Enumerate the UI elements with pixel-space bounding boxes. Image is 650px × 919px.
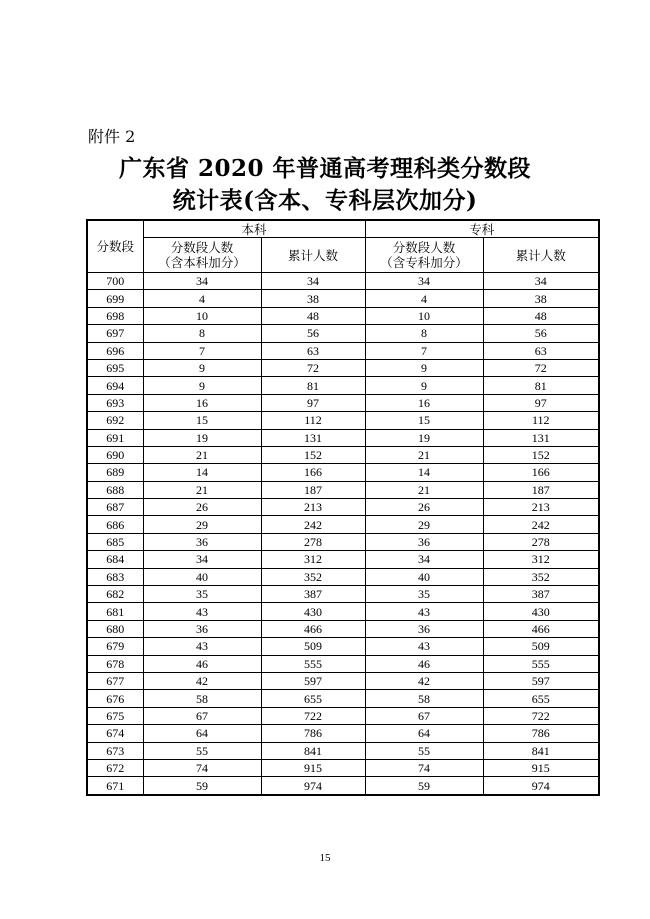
benke-cumulative-cell: 38 bbox=[261, 290, 365, 307]
benke-cumulative-cell: 722 bbox=[261, 707, 365, 724]
zhuanke-count-cell: 35 bbox=[365, 586, 483, 603]
attachment-label: 附件 2 bbox=[88, 127, 136, 146]
benke-count-header-line1: 分数段人数 bbox=[170, 240, 234, 255]
table-row bbox=[87, 655, 599, 672]
zhuanke-count-cell: 43 bbox=[365, 638, 483, 655]
benke-count-cell: 35 bbox=[143, 586, 261, 603]
table-row bbox=[87, 777, 599, 795]
zhuanke-count-cell: 9 bbox=[365, 377, 483, 394]
score-cell: 680 bbox=[87, 620, 143, 637]
table-row bbox=[87, 568, 599, 585]
zhuanke-cumulative-cell: 34 bbox=[483, 273, 599, 290]
score-cell: 682 bbox=[87, 586, 143, 603]
score-cell: 694 bbox=[87, 377, 143, 394]
benke-cumulative-cell: 466 bbox=[261, 620, 365, 637]
benke-count-cell: 46 bbox=[143, 655, 261, 672]
zhuanke-cumulative-cell: 466 bbox=[483, 620, 599, 637]
benke-count-cell: 29 bbox=[143, 516, 261, 533]
zhuanke-count-cell: 10 bbox=[365, 307, 483, 324]
score-cell: 689 bbox=[87, 464, 143, 481]
zhuanke-cumulative-cell: 722 bbox=[483, 707, 599, 724]
score-cell: 684 bbox=[87, 551, 143, 568]
zhuanke-cumulative-cell: 187 bbox=[483, 481, 599, 498]
benke-count-cell: 15 bbox=[143, 412, 261, 429]
zhuanke-cumulative-cell: 97 bbox=[483, 394, 599, 411]
benke-count-header bbox=[143, 238, 261, 273]
benke-cumulative-cell: 187 bbox=[261, 481, 365, 498]
benke-count-cell: 16 bbox=[143, 394, 261, 411]
zhuanke-cumulative-cell: 655 bbox=[483, 690, 599, 707]
zhuanke-cumulative-cell: 152 bbox=[483, 446, 599, 463]
table-row bbox=[87, 481, 599, 498]
benke-count-cell: 10 bbox=[143, 307, 261, 324]
score-cell: 676 bbox=[87, 690, 143, 707]
table-row bbox=[87, 464, 599, 481]
benke-count-cell: 9 bbox=[143, 377, 261, 394]
benke-count-cell: 21 bbox=[143, 481, 261, 498]
score-cell: 700 bbox=[87, 273, 143, 290]
zhuanke-count-cell: 55 bbox=[365, 742, 483, 759]
table-row bbox=[87, 377, 599, 394]
table-row bbox=[87, 672, 599, 689]
benke-cumulative-cell: 63 bbox=[261, 342, 365, 359]
zhuanke-cumulative-cell: 48 bbox=[483, 307, 599, 324]
benke-cumulative-cell: 387 bbox=[261, 586, 365, 603]
zhuanke-cumulative-cell: 81 bbox=[483, 377, 599, 394]
table-row bbox=[87, 499, 599, 516]
zhuanke-cumulative-cell: 915 bbox=[483, 759, 599, 776]
benke-cumulative-cell: 430 bbox=[261, 603, 365, 620]
benke-cumulative-cell: 655 bbox=[261, 690, 365, 707]
score-cell: 685 bbox=[87, 533, 143, 550]
zhuanke-count-cell: 74 bbox=[365, 759, 483, 776]
zhuanke-cumulative-cell: 312 bbox=[483, 551, 599, 568]
zhuanke-cumulative-cell: 131 bbox=[483, 429, 599, 446]
table-row bbox=[87, 446, 599, 463]
table-row bbox=[87, 516, 599, 533]
benke-count-cell: 42 bbox=[143, 672, 261, 689]
benke-cumulative-cell: 915 bbox=[261, 759, 365, 776]
benke-count-cell: 64 bbox=[143, 725, 261, 742]
zhuanke-cumulative-cell: 213 bbox=[483, 499, 599, 516]
benke-cumulative-cell: 48 bbox=[261, 307, 365, 324]
zhuanke-cumulative-cell: 242 bbox=[483, 516, 599, 533]
score-cell: 695 bbox=[87, 359, 143, 376]
score-cell: 690 bbox=[87, 446, 143, 463]
benke-cumulative-cell: 597 bbox=[261, 672, 365, 689]
zhuanke-count-cell: 43 bbox=[365, 603, 483, 620]
benke-cumulative-cell: 112 bbox=[261, 412, 365, 429]
table-row bbox=[87, 307, 599, 324]
zhuanke-cumulative-cell: 352 bbox=[483, 568, 599, 585]
score-cell: 687 bbox=[87, 499, 143, 516]
benke-count-cell: 9 bbox=[143, 359, 261, 376]
table-row bbox=[87, 603, 599, 620]
zhuanke-count-cell: 40 bbox=[365, 568, 483, 585]
table-row bbox=[87, 325, 599, 342]
score-cell: 692 bbox=[87, 412, 143, 429]
zhuanke-count-cell: 42 bbox=[365, 672, 483, 689]
table-row bbox=[87, 359, 599, 376]
benke-count-cell: 55 bbox=[143, 742, 261, 759]
benke-cumulative-cell: 131 bbox=[261, 429, 365, 446]
benke-cumulative-cell: 81 bbox=[261, 377, 365, 394]
benke-count-header-line2: （含本科加分） bbox=[158, 255, 246, 270]
zhuanke-cumulative-cell: 597 bbox=[483, 672, 599, 689]
zhuanke-cumulative-cell: 555 bbox=[483, 655, 599, 672]
zhuanke-group-header: 专科 bbox=[365, 220, 599, 238]
zhuanke-cumulative-cell: 509 bbox=[483, 638, 599, 655]
score-cell: 673 bbox=[87, 742, 143, 759]
benke-cumulative-cell: 841 bbox=[261, 742, 365, 759]
document-title-line1: 广东省 2020 年普通高考理科类分数段 bbox=[118, 155, 532, 182]
benke-cumulative-cell: 974 bbox=[261, 777, 365, 795]
benke-cumulative-cell: 152 bbox=[261, 446, 365, 463]
score-cell: 699 bbox=[87, 290, 143, 307]
benke-count-cell: 36 bbox=[143, 620, 261, 637]
score-column-header: 分数段 bbox=[87, 220, 143, 273]
zhuanke-cumulative-cell: 72 bbox=[483, 359, 599, 376]
benke-count-cell: 43 bbox=[143, 638, 261, 655]
score-cell: 681 bbox=[87, 603, 143, 620]
zhuanke-count-cell: 29 bbox=[365, 516, 483, 533]
score-cell: 671 bbox=[87, 777, 143, 795]
zhuanke-count-cell: 21 bbox=[365, 446, 483, 463]
benke-cumulative-cell: 72 bbox=[261, 359, 365, 376]
table-row bbox=[87, 429, 599, 446]
zhuanke-count-header-line2: （含专科加分） bbox=[380, 255, 468, 270]
table-row bbox=[87, 342, 599, 359]
document-title-line2: 统计表(含本、专科层次加分) bbox=[172, 187, 478, 214]
benke-group-header: 本科 bbox=[143, 220, 365, 238]
table-row bbox=[87, 620, 599, 637]
score-cell: 677 bbox=[87, 672, 143, 689]
table-row bbox=[87, 690, 599, 707]
zhuanke-cumulative-cell: 278 bbox=[483, 533, 599, 550]
zhuanke-cumulative-cell: 387 bbox=[483, 586, 599, 603]
score-cell: 675 bbox=[87, 707, 143, 724]
benke-cumulative-cell: 213 bbox=[261, 499, 365, 516]
score-cell: 688 bbox=[87, 481, 143, 498]
table-row bbox=[87, 273, 599, 290]
benke-count-cell: 34 bbox=[143, 273, 261, 290]
benke-cumulative-header: 累计人数 bbox=[261, 238, 365, 273]
benke-cumulative-cell: 509 bbox=[261, 638, 365, 655]
zhuanke-count-header bbox=[365, 238, 483, 273]
zhuanke-count-cell: 59 bbox=[365, 777, 483, 795]
table-row bbox=[87, 412, 599, 429]
benke-count-cell: 26 bbox=[143, 499, 261, 516]
zhuanke-count-cell: 36 bbox=[365, 533, 483, 550]
benke-cumulative-cell: 278 bbox=[261, 533, 365, 550]
zhuanke-count-cell: 8 bbox=[365, 325, 483, 342]
zhuanke-count-cell: 46 bbox=[365, 655, 483, 672]
zhuanke-cumulative-cell: 38 bbox=[483, 290, 599, 307]
score-cell: 686 bbox=[87, 516, 143, 533]
table-row bbox=[87, 533, 599, 550]
zhuanke-count-header-line1: 分数段人数 bbox=[392, 240, 456, 255]
zhuanke-count-cell: 34 bbox=[365, 273, 483, 290]
benke-count-cell: 59 bbox=[143, 777, 261, 795]
zhuanke-cumulative-cell: 63 bbox=[483, 342, 599, 359]
benke-cumulative-cell: 555 bbox=[261, 655, 365, 672]
score-cell: 678 bbox=[87, 655, 143, 672]
zhuanke-cumulative-cell: 786 bbox=[483, 725, 599, 742]
benke-cumulative-cell: 97 bbox=[261, 394, 365, 411]
score-cell: 697 bbox=[87, 325, 143, 342]
zhuanke-count-cell: 58 bbox=[365, 690, 483, 707]
zhuanke-count-cell: 7 bbox=[365, 342, 483, 359]
benke-count-cell: 74 bbox=[143, 759, 261, 776]
benke-count-cell: 40 bbox=[143, 568, 261, 585]
zhuanke-cumulative-cell: 56 bbox=[483, 325, 599, 342]
table-row bbox=[87, 707, 599, 724]
zhuanke-cumulative-header: 累计人数 bbox=[483, 238, 599, 273]
benke-cumulative-cell: 242 bbox=[261, 516, 365, 533]
benke-count-cell: 34 bbox=[143, 551, 261, 568]
score-cell: 693 bbox=[87, 394, 143, 411]
zhuanke-count-cell: 67 bbox=[365, 707, 483, 724]
zhuanke-cumulative-cell: 430 bbox=[483, 603, 599, 620]
benke-count-cell: 67 bbox=[143, 707, 261, 724]
benke-count-cell: 14 bbox=[143, 464, 261, 481]
benke-cumulative-cell: 786 bbox=[261, 725, 365, 742]
benke-count-cell: 43 bbox=[143, 603, 261, 620]
score-cell: 683 bbox=[87, 568, 143, 585]
zhuanke-count-cell: 36 bbox=[365, 620, 483, 637]
benke-cumulative-cell: 56 bbox=[261, 325, 365, 342]
score-cell: 698 bbox=[87, 307, 143, 324]
benke-count-cell: 36 bbox=[143, 533, 261, 550]
table-row bbox=[87, 551, 599, 568]
table-row bbox=[87, 586, 599, 603]
table-row bbox=[87, 725, 599, 742]
score-distribution-table bbox=[86, 219, 600, 796]
zhuanke-cumulative-cell: 166 bbox=[483, 464, 599, 481]
benke-cumulative-cell: 312 bbox=[261, 551, 365, 568]
score-cell: 672 bbox=[87, 759, 143, 776]
zhuanke-count-cell: 16 bbox=[365, 394, 483, 411]
zhuanke-count-cell: 64 bbox=[365, 725, 483, 742]
score-cell: 679 bbox=[87, 638, 143, 655]
table-row bbox=[87, 742, 599, 759]
benke-count-cell: 4 bbox=[143, 290, 261, 307]
benke-count-cell: 58 bbox=[143, 690, 261, 707]
benke-cumulative-cell: 352 bbox=[261, 568, 365, 585]
zhuanke-count-cell: 19 bbox=[365, 429, 483, 446]
benke-cumulative-cell: 166 bbox=[261, 464, 365, 481]
zhuanke-count-cell: 4 bbox=[365, 290, 483, 307]
zhuanke-count-cell: 14 bbox=[365, 464, 483, 481]
benke-count-cell: 21 bbox=[143, 446, 261, 463]
table-row bbox=[87, 759, 599, 776]
table-row bbox=[87, 394, 599, 411]
zhuanke-cumulative-cell: 974 bbox=[483, 777, 599, 795]
zhuanke-cumulative-cell: 112 bbox=[483, 412, 599, 429]
zhuanke-count-cell: 21 bbox=[365, 481, 483, 498]
zhuanke-count-cell: 9 bbox=[365, 359, 483, 376]
benke-cumulative-cell: 34 bbox=[261, 273, 365, 290]
table-row bbox=[87, 638, 599, 655]
table-row bbox=[87, 290, 599, 307]
page-number: 15 bbox=[319, 852, 331, 864]
score-cell: 696 bbox=[87, 342, 143, 359]
zhuanke-cumulative-cell: 841 bbox=[483, 742, 599, 759]
zhuanke-count-cell: 26 bbox=[365, 499, 483, 516]
table-body bbox=[87, 273, 599, 795]
score-cell: 691 bbox=[87, 429, 143, 446]
benke-count-cell: 19 bbox=[143, 429, 261, 446]
zhuanke-count-cell: 34 bbox=[365, 551, 483, 568]
zhuanke-count-cell: 15 bbox=[365, 412, 483, 429]
benke-count-cell: 7 bbox=[143, 342, 261, 359]
score-cell: 674 bbox=[87, 725, 143, 742]
benke-count-cell: 8 bbox=[143, 325, 261, 342]
